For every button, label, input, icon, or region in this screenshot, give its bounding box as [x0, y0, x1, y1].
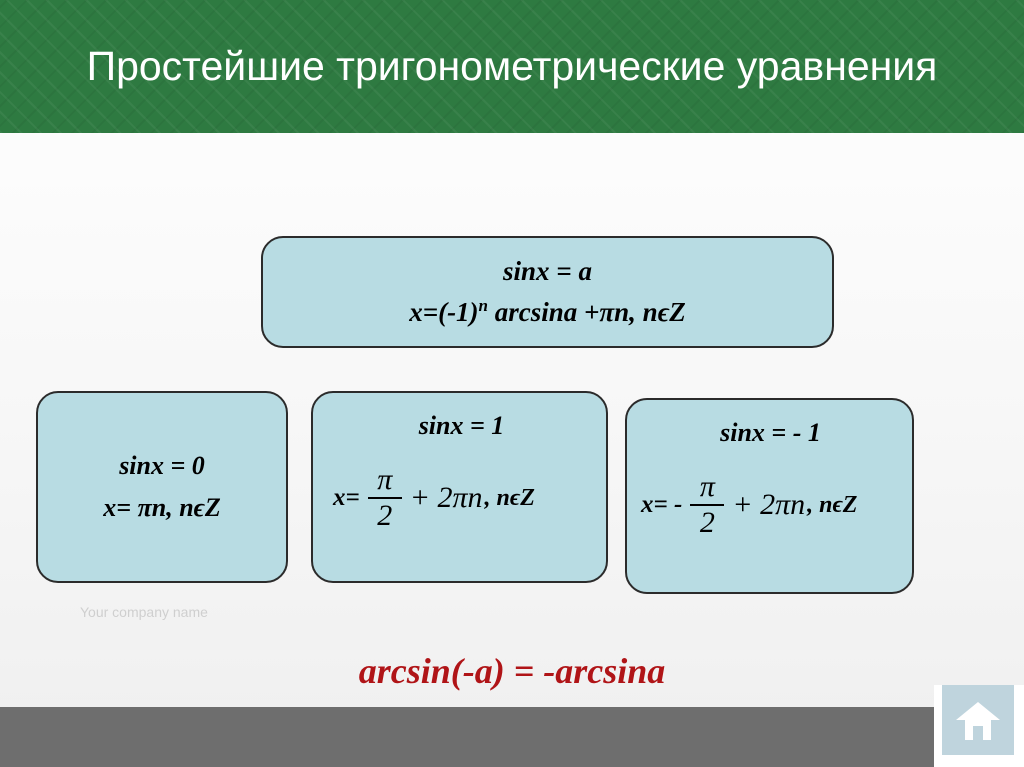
formula-zero-line2: x= πn, nϵZ: [103, 493, 221, 522]
formula-minus-one-tail: + 2πn: [732, 488, 806, 521]
formula-box-sinx-minus-one: [625, 398, 914, 594]
company-watermark: Your company name: [80, 604, 208, 620]
formula-minus-one-lead: x= -: [641, 491, 683, 518]
formula-minus-one-equation: [641, 472, 900, 538]
arcsin-identity: arcsin(-a) = -arcsina: [358, 651, 666, 691]
formula-main-line2-exponent: n: [478, 296, 489, 315]
slide-header: [0, 0, 1024, 133]
formula-main-line2: [409, 293, 686, 332]
formula-minus-one-title: sinx = - 1: [720, 418, 821, 447]
formula-one-lead: x=: [333, 484, 360, 511]
formula-minus-one-numerator: π: [699, 470, 715, 503]
formula-one-fraction: [368, 465, 402, 531]
formula-one-tail: + 2πn: [409, 481, 483, 514]
formula-main-line2-prefix: x=(-1): [409, 297, 479, 327]
formula-one-title: sinx = 1: [418, 411, 505, 440]
formula-zero-line1: sinx = 0: [119, 451, 205, 481]
formula-minus-one-fraction: [690, 472, 724, 538]
formula-one-equation: [333, 465, 590, 531]
formula-one-tail2: , nϵZ: [484, 484, 535, 511]
formula-main-line1: sinx = a: [503, 255, 592, 286]
page-title: Простейшие тригонометрические уравнения: [86, 42, 938, 89]
formula-main-line2-rest: arcsina +πn, nϵZ: [488, 297, 686, 327]
bottom-bar: [0, 707, 1024, 767]
home-button[interactable]: [942, 685, 1014, 755]
formula-box-sinx-zero: [36, 391, 288, 583]
formula-box-sinx-one: [311, 391, 608, 583]
home-icon: [955, 698, 1001, 742]
formula-box-main: [261, 236, 834, 348]
formula-one-numerator: π: [377, 463, 393, 496]
formula-minus-one-tail2: , nϵZ: [807, 491, 858, 518]
formula-one-denominator: 2: [377, 499, 393, 532]
formula-minus-one-denominator: 2: [699, 506, 715, 539]
